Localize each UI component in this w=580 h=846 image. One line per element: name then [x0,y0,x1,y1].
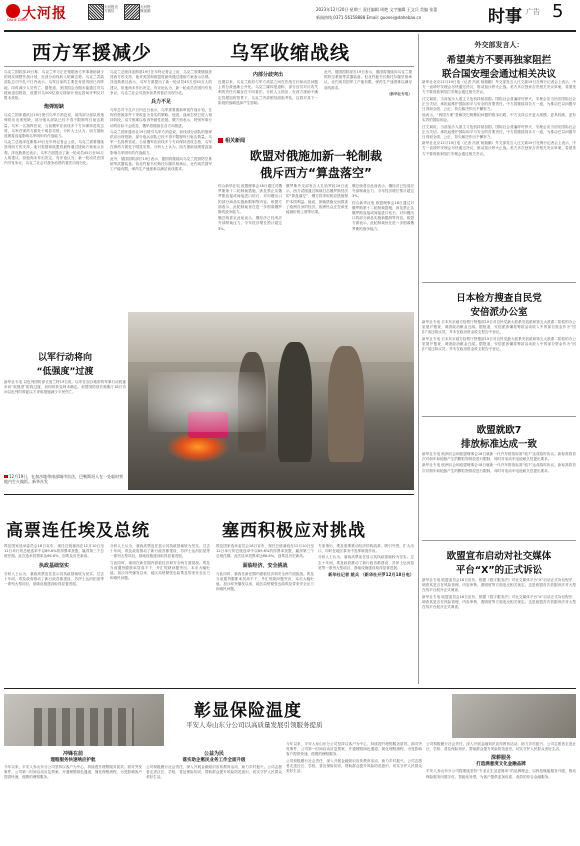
right-divider-1 [422,282,576,283]
side-story-text: 新华社专电 以色列国防部长加兰特19日说，以军在加沙地带的军事行动将逐步向“低强度”阶段过渡，但何时转变尚未确定。美国国防部长奥斯汀18日访问以色列时敦促以方采取措施减少平民伤亡。 [4,380,126,395]
euro7-headline-2: 排放标准达成一致 [460,439,537,450]
egypt-text2b: 分析人士认为，塞西高票连任显示其执政基础较为坚实。过去十年间，埃及政府推动了新行政首都建设、苏伊士运河拓宽等一系列大型项目，基础设施建设取得显著进展。 [110,544,210,559]
right-text1: 新华社北京12月19日电（记者 冯歆 杨瑞鹏）外交部发言人汪文斌19日在例行记者会上表示，中方一直呼吁安理会尽快通过决议，推动加沙停火止战。美方多次独家否决相关决议草案，希望美方不要再独家阻拦安理会通过相关决议。 [422,80,576,95]
lead-col4 [324,70,412,132]
japan-headline-2: 安倍派办公室 [470,307,528,318]
ad-col2-title: 公益为民 [203,751,224,757]
lead-col1 [4,70,104,230]
camera-icon [4,475,8,478]
related-text-a2: 俄总统普京此前表示，俄经济已经适应外部制裁压力，今年经济增长预计超过3%。 [218,216,282,231]
qr-label-2: 大河报·豫视频 [140,5,152,13]
right-text3: 他表示，“两国方案”是解决巴勒斯坦问题的根本出路，中方支持召开更大规模、更具权威、更有实效的国际和会。 [422,113,576,123]
side-headline-1: 以军行动将向 [37,353,92,363]
related-label-text: 相关新闻 [225,138,246,144]
related-text-c: 俄总统普京此前表示，俄经济已经适应外部制裁压力，今年经济增长预计超过3%。 [352,184,414,199]
related-text-c2: 综合新华社电 欧盟理事会18日通过对俄罗斯第十二轮制裁措施，涉及禁止从俄罗斯直接或间接进口钻石、对向俄出口的部分商品实施新限制等内容。欧盟方面表示，此轮制裁旨在进一步削弱俄罗斯的战争能力。 [352,200,414,231]
ad-photo-people [34,708,134,746]
egypt-text3: 与此同时，塞西在新任期内面临经济和安全两方面挑战。埃及当前通货膨胀率居高不下，外汇短缺问题突出，本币大幅贬值。加沙冲突爆发以来，地区局势紧张也给埃及带来安全压力和难民问题。 [216,571,314,592]
related-headline-2: 俄斥西方“算盘落空” [260,166,372,180]
related-text-a: 综合新华社电 欧盟理事会18日通过对俄罗斯第十二轮制裁措施，涉及禁止从俄罗斯直接或间接进口钻石、对向俄出口的部分商品实施新限制等内容。欧盟方面表示，此轮制裁旨在进一步削弱俄罗斯的战争能力。 [218,184,282,215]
related-col-b [286,184,348,308]
x-text: 新华社专电 欧盟委员会18日宣布，根据《数字服务法》对社交媒体平台“X”启动正式诉讼程序，调查其是否在风险管理、内容审核、透明度等方面违反相关规定。这是欧盟首次依据该法对大型在线平台展开正式调查。 [422,578,576,593]
side-headline-2: “低强度”过渡 [36,367,94,377]
egypt-text2d: 分析人士认为，塞西高票连任显示其执政基础较为坚实。过去十年间，埃及政府推动了新行政首都建设、苏伊士运河拓宽等一系列大型项目，基础设施建设取得显著进展。 [318,555,414,570]
right-text1b: 汪文斌说，当前加沙人道主义危机持续加剧。国际社会普遍呼吁停火，安理会应当回应国际社会正当关切，承担起维护国际和平与安全的首要责任。中方将继续同各方一道，为推动巴以问题早日得到全面、公正、持久解决作出不懈努力。 [422,124,576,140]
lead-col3 [218,70,318,132]
ad-col1 [4,750,142,842]
lead-col2b-text: 乌军总司令扎卢日内近日表示，乌军需要重新审视作战计划，在现有资源条件下采取更为务实的策略。他说，战场态势已进入相持阶段，双方都难以取得突破性进展。俄方则表示，特别军事行动的目标不会改变，俄军将继续在各方向推进。 [110,108,212,128]
photo-caption-text: 12月19日，在加沙地带南部城市拉法，巴勒斯坦人在一处临时营地内生火做饭。新华社发 [4,474,124,485]
euro7-text-b: 新华社专电 欧洲议会和欧盟理事会18日就新一代汽车排放标准“欧7”达成临时协议。新标准将首次对刹车和轮胎产生的颗粒物排放进行限制，同时对电动车电池耐久性提出要求。 [422,463,576,473]
ad-col4-lead: 公司积极履行社会责任，深入开展金融知识宣传教育活动，助力乡村振兴。公司志愿者走进社区、学校，普及保险知识，帮助群众提升风险防范意识，切实守护人民群众美好生活。 [426,742,576,752]
egypt-text1c: 埃及国家选举委员会18日宣布，现任总统塞西在12月10日至12日举行的总统选举中以89.6%的得票率获胜，赢得第三个总统任期。此次选举投票率达66.8%，创埃及历史新高。 [216,544,314,559]
egypt-text3b: 与此同时，塞西在新任期内面临经济和安全两方面挑战。埃及当前通货膨胀率居高不下，外汇短缺问题突出，本币大幅贬值。加沙冲突爆发以来，地区局势紧张也给埃及带来安全压力和难民问题。 [110,560,210,581]
japan-text: 新华社专电 日本东京地方检察厅特搜部19日对自民党最大派系安倍派和第五大派系二阶派的办公室展开搜查，调查政治献金丑闻。据报道，安倍派涉嫌将筹款活动收入中的部分资金作为“回扣”返还给议员，并未在政治资金收支报告中登记。 [422,320,576,335]
logo-sub: DAHE DAILY [7,18,28,22]
lead-col2d-text: 此外，德国国防部长19日表示，德国将继续向乌克兰提供防空系统等武器装备。但北约秘书长斯托尔滕贝格承认，北约成员国军工产能有限，弹药生产速度难以满足前线需求。 [110,156,212,172]
logo-text: 大河报 [22,6,67,22]
photo-smoke [148,372,268,432]
related-headline-1: 欧盟对俄施加新一轮制裁 [249,149,382,163]
lead-headline-right: 乌军收缩战线 [230,42,351,64]
related-col-c [352,184,414,308]
egypt-text1: 埃及国家选举委员会18日宣布，现任总统塞西在12月10日至12日举行的总统选举中以89.6%的得票率获胜，赢得第三个总统任期。此次选举投票率达66.8%，创埃及历史新高。 [4,544,104,559]
ad-col2 [146,750,282,842]
lead-subhead-ammo: 炮弹短缺 [43,104,64,111]
masthead-rule [4,30,576,32]
egypt-byline: 新华社记者 姚兵 （新华社开罗12月18日电） [328,572,414,578]
date-line: 2023年12月20日 星期三 责任编辑 周艳 文字编辑 王文兵 美编 张蕾 [316,7,438,12]
ad-col4 [426,742,576,842]
egypt-headline-left: 高票连任埃及总统 [6,521,150,541]
ad-col3-text: 平安人寿山东分公司将继续坚持“专业让生活更简单”的品牌理念，以科技赋能服务升级，推动保险服务向数字化、智能化转型，为客户提供更加优质、高效的综合金融服务。 [426,769,576,779]
qr-label-1: 大河报官方微信 [104,5,118,13]
x-text-b: 新华社专电 欧盟委员会18日宣布，根据《数字服务法》对社交媒体平台“X”启动正式诉讼程序，调查其是否在风险管理、内容审核、透明度等方面违反相关规定。这是欧盟首次依据该法对大型在线平台展开正式调查。 [422,594,576,610]
egypt-col3 [216,544,314,684]
egypt-subhead-base: 执政基础坚实 [38,562,69,569]
qr-code-2 [124,4,140,20]
right-text1c: 新华社北京12月19日电（记者 冯歆 杨瑞鹏）外交部发言人汪文斌19日在例行记者会上表示，中方一直呼吁安理会尽快通过决议，推动加沙停火止战。美方多次独家否决相关决议草案，希望美方不要再独家阻拦安理会通过相关决议。 [422,141,576,156]
japan-headline-1: 日本检方搜查自民党 [456,293,542,304]
lead-source-tag: （新华社专电） [386,91,412,96]
right-col-divider [418,34,419,684]
photo-bottom-rule [4,494,414,495]
ad-col1-text: 今年以来，平安人寿山东分公司坚持以客户为中心，持续提升理赔服务质效。面对突发事件，公司第一时间启动应急预案，开通理赔绿色通道，简化理赔流程，为受影响客户提供快速、便捷的理赔服务。 [4,765,142,780]
lead-col1-cont: 乌克兰总统泽连斯基19日在年终记者会上说，乌克兰需要继续获得西方的支持，他对美国和欧盟将最终通过援助方案表示乐观。泽连斯基还表示，乌军方面提出了新一轮动员45万至50万人的建议，但他尚未作出决定。有评论认为，新一轮动员在国内引发争议，乌克兰社会对战争前景的看法出现分化。 [4,140,104,166]
egypt-headline-right: 塞西积极应对挑战 [222,521,366,541]
right-story1-body [422,80,576,278]
lead-col2c-text: 乌克兰国家通讯社19日援引乌军方消息说，前线部分部队的炮弹供应出现短缺，部分炮兵部队已经不得不限制每日射击数量。乌军一名指挥官说，当前俄军在前线多个方向保持进攻态势，乌军在弹药方面处于明显劣势。分析人士认为，西方援助放缓将直接影响乌军明年的作战能力。 [110,129,212,155]
lead-divider [4,66,414,67]
photo-caption [4,474,126,490]
egypt-text2: 分析人士认为，塞西高票连任显示其执政基础较为坚实。过去十年间，埃及政府推动了新行政首都建设、苏伊士运河拓宽等一系列大型项目，基础设施建设取得显著进展。 [4,571,104,587]
ad-col3-pre-text: 今年以来，平安人寿山东分公司坚持以客户为中心，持续提升理赔服务质效。面对突发事件，公司第一时间启动应急预案，开通理赔绿色通道，简化理赔流程，为受影响客户提供快速、便捷的理赔服务。 [286,742,422,757]
qr-code-1 [88,4,104,20]
egypt-subhead-challenges: 面临经济、安全挑战 [242,562,288,569]
euro7-body [422,452,576,536]
right-divider-2 [422,416,576,417]
lead-col1b-text: 乌克兰国家通讯社19日援引乌军方消息说，前线部分部队的炮弹供应出现短缺，部分炮兵部队已经不得不限制每日射击数量。乌军一名指挥官说，当前俄军在前线多个方向保持进攻态势，乌军在弹药方面处于明显劣势。分析人士认为，西方援助放缓将直接影响乌军明年的作战能力。 [4,113,104,139]
egypt-col2 [110,544,210,684]
photo-sky [128,312,414,362]
lead-col2-text: 乌克兰总统泽连斯基19日在年终记者会上说，乌克兰需要继续获得西方的支持，他对美国和欧盟将最终通过援助方案表示乐观。泽连斯基还表示，乌军方面提出了新一轮动员45万至50万人的建议，但他尚未作出决定。有评论认为，新一轮动员在国内引发争议，乌克兰社会对战争前景的看法出现分化。 [110,70,212,95]
x-body [422,578,576,684]
lead-headline-left: 西方军援减少 [32,42,153,64]
side-story-body [4,380,126,470]
euro7-headline-1: 欧盟就欧7 [476,425,522,436]
logo [6,4,76,24]
right-headline-2: 联合国安理会通过相关决议 [441,69,556,80]
related-text-b: 俄罗斯外交部发言人扎哈罗娃19日表示，西方试图通过制裁打击俄罗斯经济的“算盘落空”，俄方将采取相应措施保护本国利益。她说，制裁措施反而损害了欧洲自身的经济，欧洲民众正在承受能源价格上涨等后果。 [286,184,348,215]
right-divider-3 [422,540,576,541]
ad-label: 广告 [526,8,540,16]
ad-photo-right [452,694,576,738]
ad-block [0,690,580,846]
lead-col4-text: 此外，德国国防部长19日表示，德国将继续向乌克兰提供防空系统等武器装备。但北约秘书长斯托尔滕贝格承认，北约成员国军工产能有限，弹药生产速度难以满足前线需求。 [324,70,412,90]
lead-subhead-division: 内部分歧突出 [252,72,283,78]
lead-col3-text: 近期以来，乌克兰政府与军方高层之间在作战方针和动员问题上的分歧逐渐公开化。乌克兰媒体报道称，部分官员对反攻失利的责任归属存在不同看法。分析人士指出，在西方援助不确定性增加的背景下，乌克兰内部团结面临考验，这将对其下一阶段的战略选择产生影响。 [218,80,318,105]
right-headline-1: 希望美方不要再独家阻拦 [446,55,552,66]
japan-text-b: 新华社专电 日本东京地方检察厅特搜部19日对自民党最大派系安倍派和第五大派系二阶派的办公室展开搜查，调查政治献金丑闻。据报道，安倍派涉嫌将筹款活动收入中的部分资金作为“回扣”返还给议员，并未在政治资金收支报告中登记。 [422,336,576,352]
ad-col2-sub: 落实助企惠民业务工作全面升级 [182,758,246,763]
ad-col3-title: 深耕服务 [490,755,511,762]
news-photo [128,312,414,490]
photo-figure-3 [328,346,364,462]
ad-photo [4,694,164,746]
ad-headline: 彰显保险温度 [194,701,302,721]
egypt-col1 [4,544,104,684]
section-title: 时事 [488,7,522,27]
ad-col3-pre [286,742,422,842]
related-col-a [218,184,282,308]
japan-body [422,320,576,412]
ad-col1-sub: 理赔服务快速响应护航 [50,758,96,763]
ad-top-rule [4,688,576,689]
masthead [0,0,580,30]
page-number: 5 [552,1,564,22]
ad-col3-sub: 打造满意度文化金融品牌 [476,762,526,768]
related-marker-icon [218,138,223,143]
related-label [218,137,245,144]
lead-col1-text: 乌克兰国防部19日称，乌克兰军方正在根据西方军事援助减少的现实调整作战计划，在部分前线转入防御态势。乌克兰武装部队总司令扎卢日内表示，乌军目前的主要任务是巩固已有阵地，同时减少人员伤亡。据报道，美国国会近期未能通过对乌援助追加拨款，欧盟对乌500亿欧元援助计划也因匈牙利反对暂未获批。 [4,70,104,101]
euro7-text: 新华社专电 欧洲议会和欧盟理事会18日就新一代汽车排放标准“欧7”达成临时协议。新标准将首次对刹车和轮胎产生的颗粒物排放进行限制，同时对电动车电池耐久性提出要求。 [422,452,576,462]
ad-subheadline: 平安人寿山东分公司以高质量发展引领服务提质 [186,721,323,729]
egypt-text4: 专家指出，埃及需要推动经济结构改革，吸引外资，扩大出口，同时在地区事务中发挥斡旋作用。 [318,544,414,554]
right-text2: 汪文斌说，当前加沙人道主义危机持续加剧。国际社会普遍呼吁停火，安理会应当回应国际社会正当关切，承担起维护国际和平与安全的首要责任。中方将继续同各方一道，为推动巴以问题早日得到全面、公正、持久解决作出不懈努力。 [422,96,576,112]
egypt-col4 [318,544,414,684]
ad-col1-title: 冲锋在前 [62,751,83,757]
x-headline-1: 欧盟宣布启动对社交媒体 [446,551,552,562]
right-kicker: 外交部发言人： [474,41,524,49]
lead-subhead-troops: 兵力不足 [150,99,171,106]
photo-figure-2 [278,342,312,462]
x-headline-2: 平台“X”的正式诉讼 [455,565,543,576]
ad-col3-pre-text2: 公司积极履行社会责任，深入开展金融知识宣传教育活动，助力乡村振兴。公司志愿者走进社区、学校，普及保险知识，帮助群众提升风险防范意识，切实守护人民群众美好生活。 [286,758,422,774]
logo-icon [6,4,20,18]
ad-col2-text: 公司积极履行社会责任，深入开展金融知识宣传教育活动，助力乡村振兴。公司志愿者走进社区、学校，普及保险知识，帮助群众提升风险防范意识，切实守护人民群众美好生活。 [146,765,282,780]
lead-col2 [110,70,212,340]
hotline: 新闻热线 0371-56158888 Email: guonei@dahebao.cn [316,15,422,20]
